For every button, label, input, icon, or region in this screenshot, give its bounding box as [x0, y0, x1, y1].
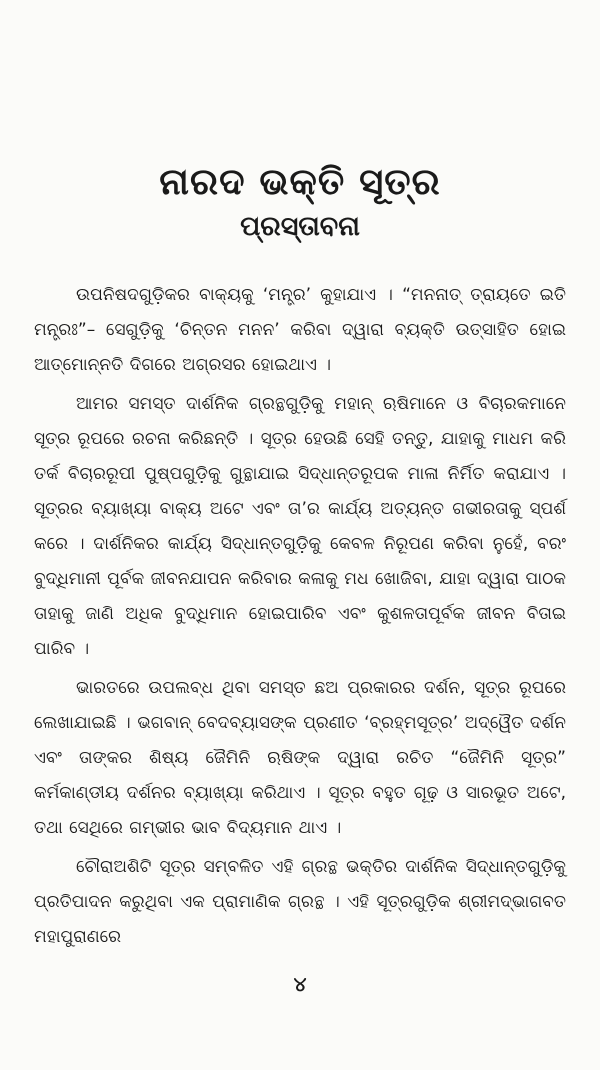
page-body — [34, 278, 566, 955]
section-subtitle: ପ୍ରସ୍ତାବନା — [240, 211, 360, 242]
paragraph-2: ଆମର ସମସ୍ତ ଦାର୍ଶନିକ ଗ୍ରନ୍ଥଗୁଡ଼ିକୁ ମହାନ୍ ଋଷିମାନେ ଓ ବିଚାରକମାନେ ସୂତ୍ର ରୂପରେ ରଚନା କରିଛନ୍ତି । ସୂତ୍ର ହେଉଛି ସେହି ତନ୍ତୁ, ଯାହାକୁ ମାଧମ କରି ତର୍କ ବିଚାରରୂପୀ ପୁଷ୍ପଗୁଡ଼ିକୁ ଗୁନ୍ଥାଯାଇ ସିଦ୍ଧାନ୍ତରୂପକ ମାଳା ନିର୍ମିତ କରାଯାଏ । ସୂତ୍ରର ବ୍ୟାଖ୍ୟା ବାକ୍ୟ ଅଟେ ଏବଂ ତା’ର କାର୍ଯ୍ୟ ଅତ୍ୟନ୍ତ ଗଭୀରତାକୁ ସ୍ପର୍ଶ କରେ । ଦାର୍ଶନିକର କାର୍ଯ୍ୟ ସିଦ୍ଧାନ୍ତଗୁଡ଼ିକୁ କେବଳ ନିରୂପଣ କରିବା ନୁହେଁ, ବରଂ ବୁଦ୍ଧିମାନୀ ପୂର୍ବକ ଜୀବନଯାପନ କରିବାର କଳାକୁ ମଧ ଖୋଜିବା, ଯାହା ଦ୍ୱାରା ପାଠକ ତାହାକୁ ଜାଣି ଅଧିକ ବୁଦ୍ଧିମାନ ହୋଇପାରିବ ଏବଂ କୁଶଳତାପୂର୍ବକ ଜୀବନ ବିତାଇ ପାରିବ । — [34, 394, 566, 659]
paragraph-3: ଭାରତରେ ଉପଲବ୍ଧ ଥିବା ସମସ୍ତ ଛଅ ପ୍ରକାରର ଦର୍ଶନ, ସୂତ୍ର ରୂପରେ ଲେଖାଯାଇଛି । ଭଗବାନ୍ ବେଦବ୍ୟାସଙ୍କ ପ୍ରଣୀତ ‘ବ୍ରହ୍ମସୂତ୍ର’ ଅଦ୍ୱୈତ ଦର୍ଶନ ଏବଂ ତାଙ୍କର ଶିଷ୍ୟ ଜୈମିନି ଋଷିଙ୍କ ଦ୍ୱାରା ରଚିତ “ଜୈମିନି ସୂତ୍ର” କର୍ମକାଣ୍ଡୀୟ ଦର୍ଶନର ବ୍ୟାଖ୍ୟା କରିଥାଏ । ସୂତ୍ର ବହୁତ ଗୂଢ଼ ଓ ସାରଭୂତ ଅଟେ, ତଥା ସେଥିରେ ଗମ୍ଭୀର ଭାବ ବିଦ୍ୟମାନ ଥାଏ । — [34, 678, 566, 838]
paragraph-1: ଉପନିଷଦଗୁଡ଼ିକର ବାକ୍ୟକୁ ‘ମନ୍ତ୍ର’ କୁହାଯାଏ । “ମନନାତ୍ ତ୍ରାୟତେ ଇତି ମନ୍ତ୍ରଃ”– ସେଗୁଡ଼ିକୁ ‘ଚିନ୍ତନ ମନନ’ କରିବା ଦ୍ୱାରା ବ୍ୟକ୍ତି ଉତ୍ସାହିତ ହୋଇ ଆତ୍ମୋନ୍ନତି ଦିଗରେ ଅଗ୍ରସର ହୋଇଥାଏ । — [34, 285, 566, 375]
page-number: ୪ — [293, 972, 307, 996]
paragraph-4: ଚୌରାଅଶିଟି ସୂତ୍ର ସମ୍ବଳିତ ଏହି ଗ୍ରନ୍ଥ ଭକ୍ତିର ଦାର୍ଶନିକ ସିଦ୍ଧାନ୍ତଗୁଡ଼ିକୁ ପ୍ରତିପାଦନ କରୁଥିବା ଏକ ପ୍ରାମାଣିକ ଗ୍ରନ୍ଥ । ଏହି ସୂତ୍ରଗୁଡ଼ିକ ଶ୍ରୀମଦ୍‌ଭାଗବତ ମହାପୁରାଣରେ — [34, 857, 566, 947]
page-title: ନାରଦ ଭକ୍ତି ସୂତ୍ର — [159, 160, 441, 203]
